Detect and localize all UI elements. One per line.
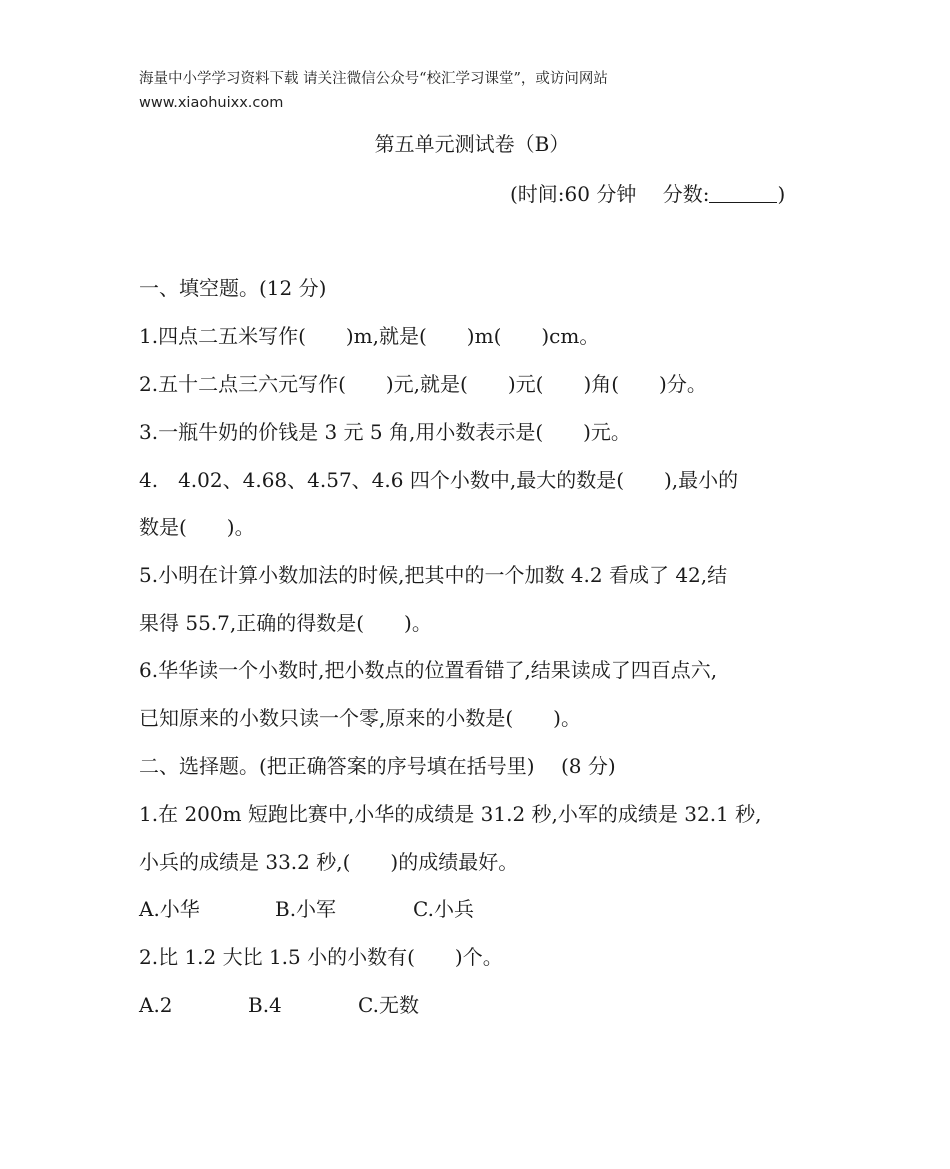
header-website-link[interactable]: www.xiaohuixx.com [139, 95, 284, 111]
header-notice: 海量中小学学习资料下载 请关注微信公众号“校汇学习课堂”，或访问网站 [139, 71, 608, 87]
s2-q1-line-1: 1.在 200m 短跑比赛中,小华的成绩是 31.2 秒,小军的成绩是 32.1 秒, [139, 802, 762, 826]
s1-line-2: 2.五十二点三六元写作( )元,就是( )元( )角( )分。 [139, 372, 707, 396]
q2-option-b: B.4 [248, 993, 282, 1017]
section1-heading: 一、填空题。(12 分) [139, 276, 327, 300]
q1-option-a: A.小华 [139, 897, 200, 921]
s1-line-4: 4. 4.02、4.68、4.57、4.6 四个小数中,最大的数是( ),最小的 [139, 468, 739, 492]
page-title: 第五单元测试卷（B） [374, 132, 570, 156]
time-score-line [510, 180, 785, 208]
s2-q2-line: 2.比 1.2 大比 1.5 小的小数有( )个。 [139, 945, 503, 969]
score-blank[interactable] [709, 182, 777, 203]
time-label: (时间:60 分钟 分数: [510, 182, 710, 206]
s1-line-3: 3.一瓶牛奶的价钱是 3 元 5 角,用小数表示是( )元。 [139, 420, 631, 444]
s1-line-8: 6.华华读一个小数时,把小数点的位置看错了,结果读成了四百点六, [139, 658, 718, 682]
s1-line-1: 1.四点二五米写作( )m,就是( )m( )cm。 [139, 324, 600, 348]
s1-line-7: 果得 55.7,正确的得数是( )。 [139, 611, 432, 635]
s1-line-9: 已知原来的小数只读一个零,原来的小数是( )。 [139, 706, 581, 730]
s1-line-6: 5.小明在计算小数加法的时候,把其中的一个加数 4.2 看成了 42,结 [139, 563, 728, 587]
s2-q1-line-2: 小兵的成绩是 33.2 秒,( )的成绩最好。 [139, 850, 519, 874]
time-close: ) [777, 182, 786, 206]
s1-line-5: 数是( )。 [139, 515, 255, 539]
q1-option-b: B.小军 [275, 897, 337, 921]
q2-option-c: C.无数 [358, 993, 419, 1017]
section2-heading: 二、选择题。(把正确答案的序号填在括号里) (8 分) [139, 754, 616, 778]
q2-option-a: A.2 [139, 993, 173, 1017]
q1-option-c: C.小兵 [413, 897, 474, 921]
